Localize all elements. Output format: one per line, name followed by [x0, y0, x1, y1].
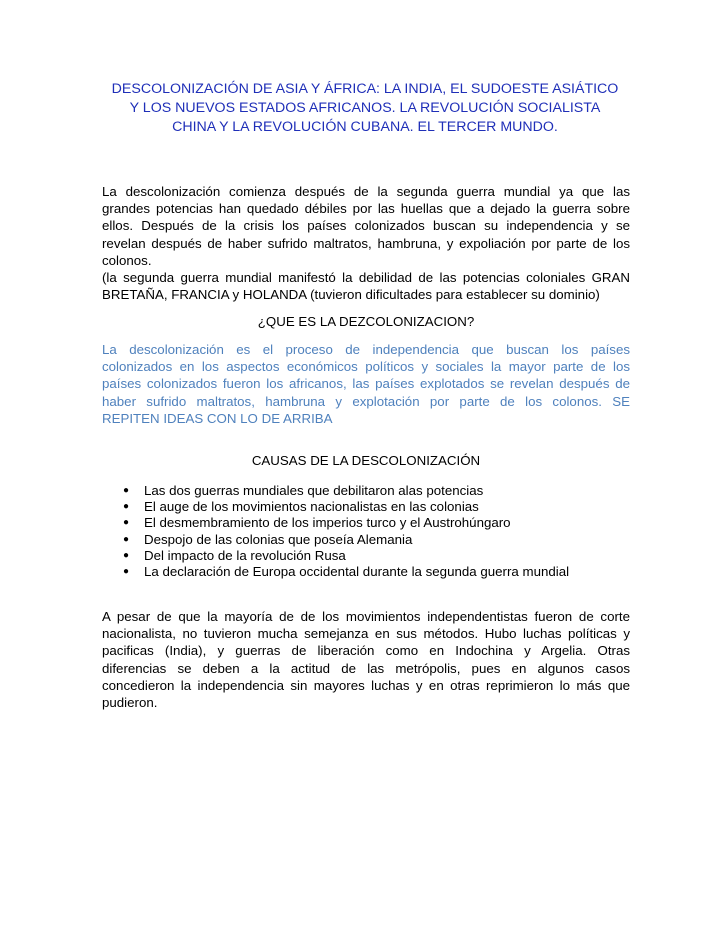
list-item	[102, 499, 630, 515]
closing-paragraph	[102, 608, 630, 711]
list-item	[102, 564, 630, 580]
list-item	[102, 483, 630, 499]
list-item-text: El auge de los movimientos nacionalistas en las colonias	[144, 499, 479, 515]
paragraph-line: BRETAÑA, FRANCIA y HOLANDA (tuvieron dificultades para establecer su dominio)	[102, 287, 600, 303]
list-item-text: Las dos guerras mundiales que debilitaron alas potencias	[144, 483, 484, 498]
bullet-icon: ●	[123, 566, 130, 578]
causes-list	[102, 483, 630, 580]
causes-heading: CAUSAS DE LA DESCOLONIZACIÓN	[251, 453, 481, 468]
bullet-icon: ●	[123, 549, 130, 561]
document-title	[100, 80, 630, 137]
paragraph-line: nacionalista, no tuvieron mucha semejanza en sus métodos. Hubo luchas políticas y	[102, 626, 630, 642]
title-line: Y LOS NUEVOS ESTADOS AFRICANOS. LA REVOLUCIÓN SOCIALISTA	[129, 100, 601, 116]
paragraph-line: A pesar de que la mayoría de de los movimientos independentistas fueron de corte	[102, 609, 630, 624]
paragraph-line: (la segunda guerra mundial manifestó la debilidad de las potencias coloniales GRAN	[102, 270, 630, 286]
paragraph-line: haber sufrido maltratos, hambruna y explotación por parte de los colonos. SE	[102, 393, 630, 409]
paragraph-line: colonos.	[102, 252, 152, 268]
paragraph-line: La descolonización comienza después de la segunda guerra mundial ya que las	[102, 184, 630, 199]
bullet-icon: ●	[123, 533, 130, 545]
bullet-icon: ●	[123, 485, 130, 496]
list-item-text: El desmembramiento de los imperios turco y el Austrohúngaro	[144, 515, 511, 531]
bullet-icon: ●	[123, 517, 130, 529]
question-heading: ¿QUE ES LA DEZCOLONIZACION?	[257, 314, 475, 329]
paragraph-line: pacificas (India), y guerras de liberación como en Indochina y Argelia. Otras	[102, 643, 630, 659]
list-item	[102, 548, 630, 564]
paragraph-line: REPITEN IDEAS CON LO DE ARRIBA	[102, 410, 333, 426]
paragraph-line: revelan después de haber sufrido maltratos, hambruna, y expoliación por parte de los	[102, 235, 630, 251]
list-item-text: Del impacto de la revolución Rusa	[144, 547, 346, 563]
paragraph-line: concedieron la independencia sin mayores luchas y en otras reprimieron lo más que	[102, 677, 630, 693]
list-item	[102, 532, 630, 548]
paragraph-line: ellos. Después de la crisis los países colonizados buscan su independencia y se	[102, 218, 630, 234]
paragraph-line: países colonizados fueron los africanos, las países explotados se revelan después de	[102, 376, 630, 392]
bullet-icon: ●	[123, 501, 130, 513]
list-item	[102, 515, 630, 531]
title-line: CHINA Y LA REVOLUCIÓN CUBANA. EL TERCER MUNDO.	[172, 119, 558, 135]
definition-paragraph	[102, 341, 630, 427]
intro-paragraph	[102, 183, 630, 303]
list-item-text: Despojo de las colonias que poseía Alemania	[144, 531, 413, 547]
paragraph-line: diferencias se deben a la actitud de las metrópolis, pues en algunos casos	[102, 660, 630, 676]
paragraph-line: pudieron.	[102, 695, 158, 711]
paragraph-line: La descolonización es el proceso de independencia que buscan los países	[102, 342, 630, 357]
paragraph-line: colonizados en los aspectos económicos políticos y sociales la mayor parte de los	[102, 359, 630, 375]
title-line: DESCOLONIZACIÓN DE ASIA Y ÁFRICA: LA INDIA, EL SUDOESTE ASIÁTICO	[111, 81, 619, 97]
list-item-text: La declaración de Europa occidental durante la segunda guerra mundial	[144, 564, 570, 580]
paragraph-line: grandes potencias han quedado débiles por las huellas que a dejado la guerra sobre	[102, 201, 630, 217]
